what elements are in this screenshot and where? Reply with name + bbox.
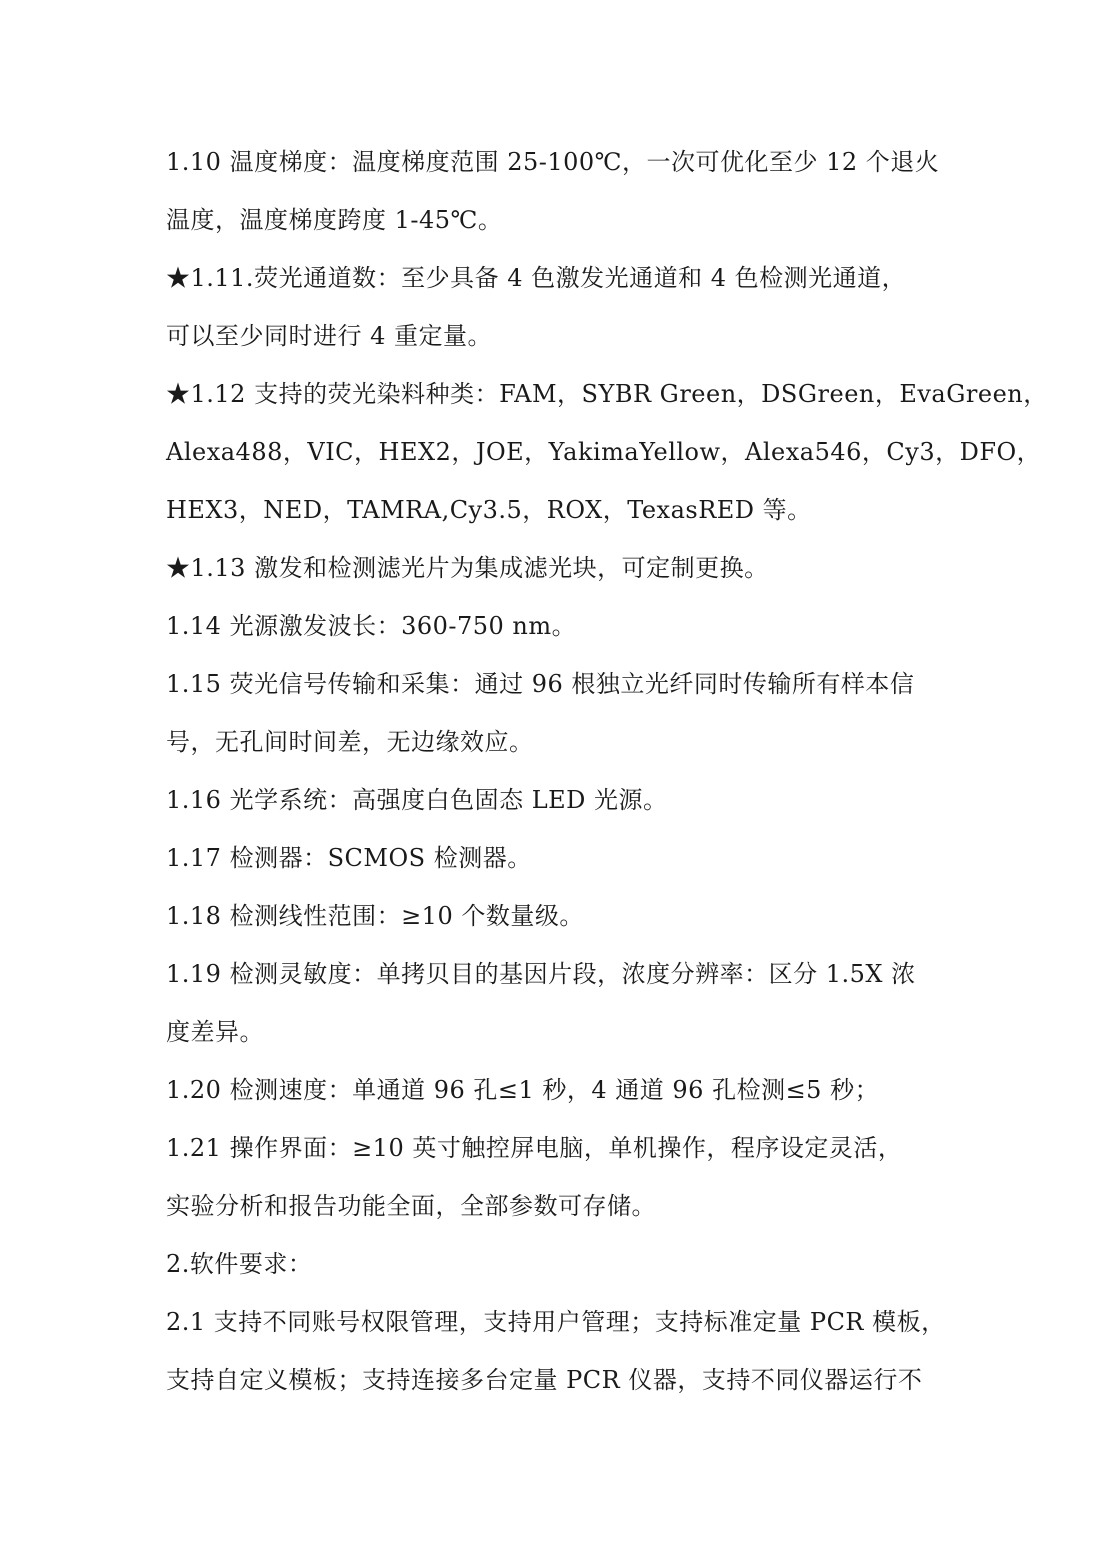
document-body xyxy=(166,133,1048,1409)
text-line: 1.21 操作界面：≥10 英寸触控屏电脑，单机操作，程序设定灵活， xyxy=(166,1134,903,1162)
text-line: 1.18 检测线性范围：≥10 个数量级。 xyxy=(166,902,584,930)
text-line: 1.17 检测器：SCMOS 检测器。 xyxy=(166,844,532,872)
text-line: 可以至少同时进行 4 重定量。 xyxy=(166,322,493,350)
text-line: 实验分析和报告功能全面，全部参数可存储。 xyxy=(166,1192,656,1220)
text-line: 支持自定义模板；支持连接多台定量 PCR 仪器，支持不同仪器运行不 xyxy=(166,1366,923,1394)
text-line: 1.19 检测灵敏度：单拷贝目的基因片段，浓度分辨率：区分 1.5X 浓 xyxy=(166,960,916,988)
text-line: ★1.13 激发和检测滤光片为集成滤光块，可定制更换。 xyxy=(166,554,769,582)
text-line: 温度，温度梯度跨度 1-45℃。 xyxy=(166,206,503,234)
text-line: HEX3，NED，TAMRA,Cy3.5，ROX，TexasRED 等。 xyxy=(166,496,812,524)
text-line: 1.14 光源激发波长：360-750 nm。 xyxy=(166,612,577,640)
text-line: 1.16 光学系统：高强度白色固态 LED 光源。 xyxy=(166,786,668,814)
text-line: 1.20 检测速度：单通道 96 孔≤1 秒，4 通道 96 孔检测≤5 秒； xyxy=(166,1076,880,1104)
text-line: 号，无孔间时间差，无边缘效应。 xyxy=(166,728,534,756)
text-line: ★1.12 支持的荧光染料种类：FAM，SYBR Green，DSGreen，EvaGreen， xyxy=(166,380,1048,408)
text-line: 1.15 荧光信号传输和采集：通过 96 根独立光纤同时传输所有样本信 xyxy=(166,670,915,698)
text-line: 1.10 温度梯度：温度梯度范围 25-100℃，一次可优化至少 12 个退火 xyxy=(166,148,940,176)
text-line: 2.1 支持不同账号权限管理，支持用户管理；支持标准定量 PCR 模板， xyxy=(166,1308,946,1336)
text-line: Alexa488，VIC，HEX2，JOE，YakimaYellow，Alexa546，Cy3，DFO， xyxy=(166,438,1042,466)
text-line: ★1.11.荧光通道数：至少具备 4 色激发光通道和 4 色检测光通道， xyxy=(166,264,907,292)
text-line: 2.软件要求： xyxy=(166,1250,313,1278)
text-line: 度差异。 xyxy=(166,1018,264,1046)
